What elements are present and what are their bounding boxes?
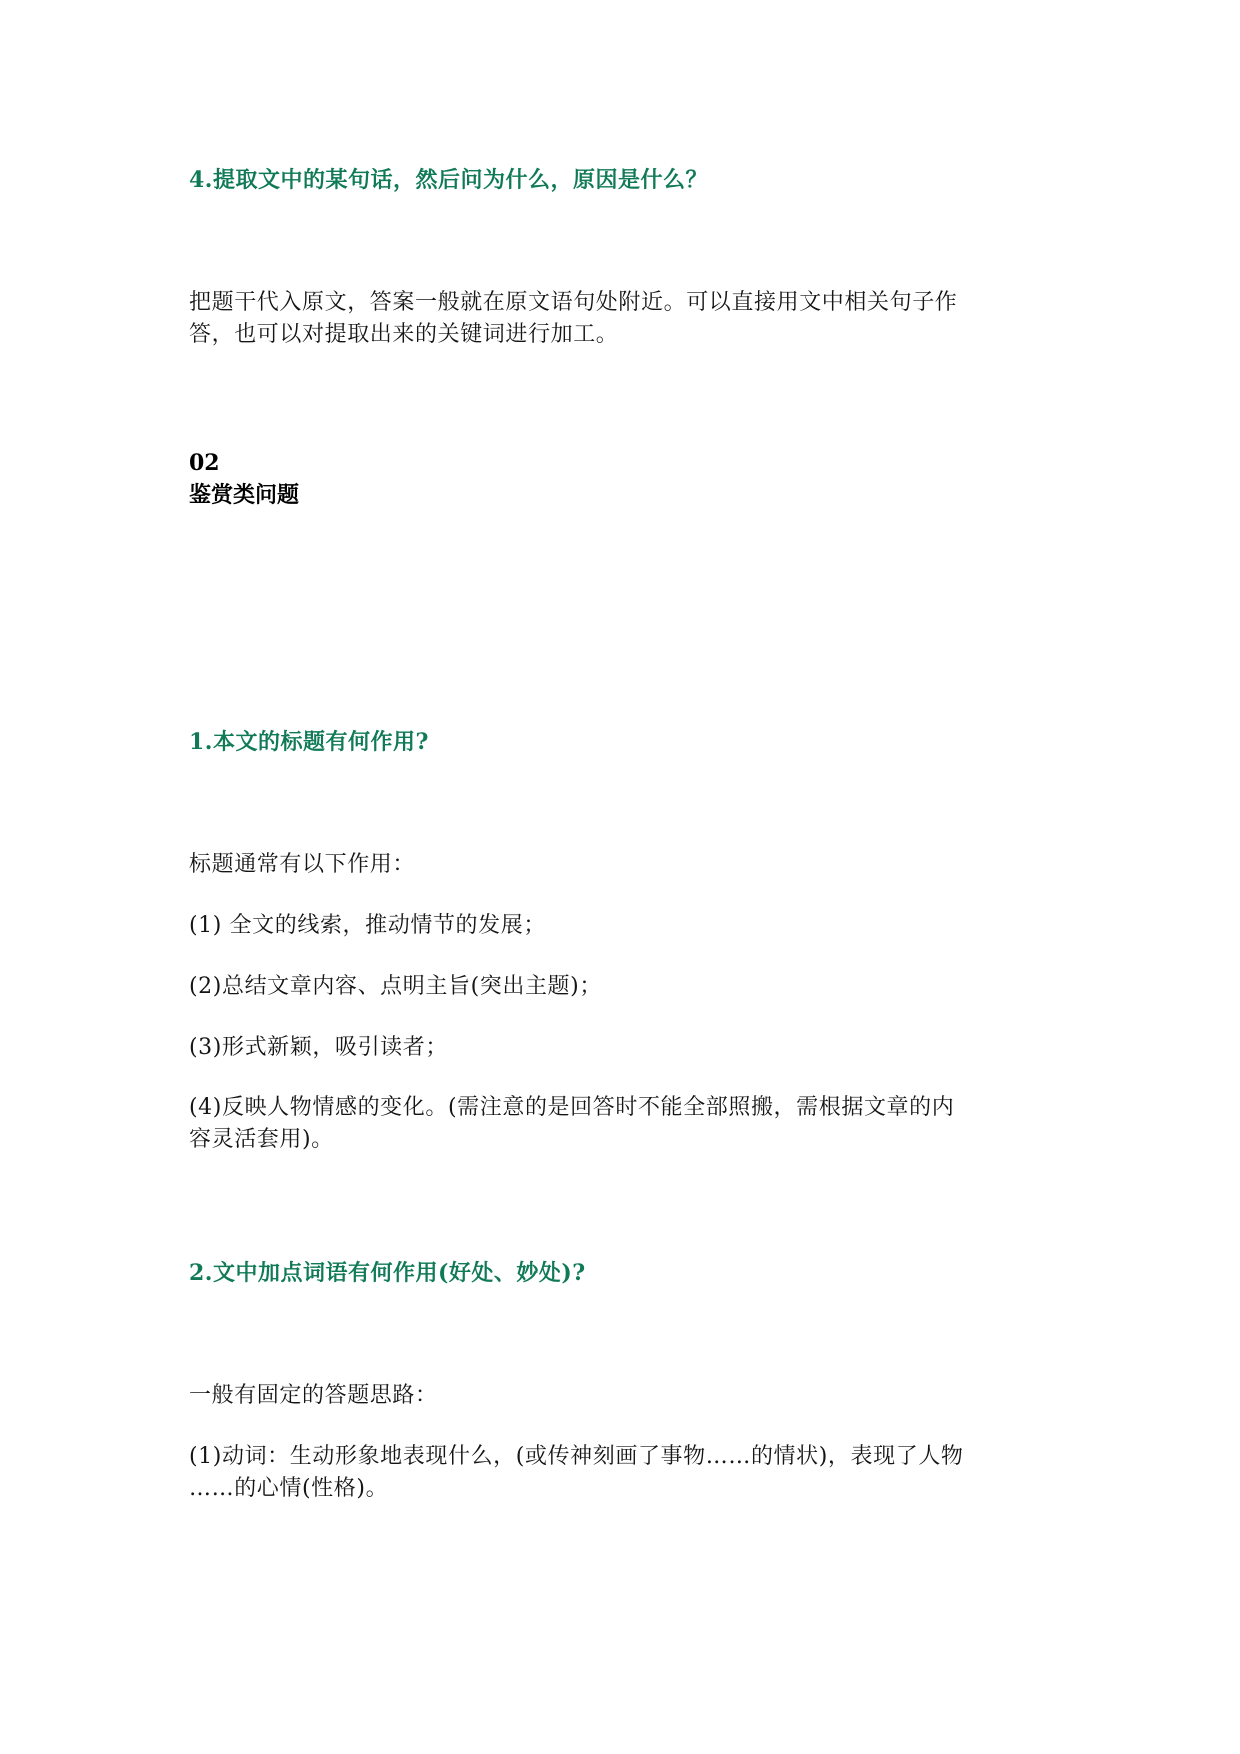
list-item-line: 容灵活套用)。 [189,1127,334,1152]
section-number: 02 [189,450,220,476]
question-1-intro: 标题通常有以下作用： [189,852,416,877]
question-1-heading: 1.本文的标题有何作用? [189,729,429,755]
question-2-heading: 2.文中加点词语有何作用(好处、妙处)? [189,1260,586,1286]
answer-line: 把题干代入原文，答案一般就在原文语句处附近。可以直接用文中相关句子作 [189,290,958,315]
list-item: (1) 全文的线索，推动情节的发展； [189,913,546,938]
answer-line: 答，也可以对提取出来的关键词进行加工。 [189,322,619,347]
list-item [189,1092,1069,1156]
question-2-intro: 一般有固定的答题思路： [189,1383,438,1408]
list-item-line: (1)动词：生动形象地表现什么，(或传神刻画了事物……的情状)，表现了人物 [189,1444,964,1469]
list-item [189,1441,1069,1505]
section-title: 鉴赏类问题 [189,482,300,508]
list-item-line: (4)反映人物情感的变化。(需注意的是回答时不能全部照搬，需根据文章的内 [189,1095,955,1120]
list-item-line: ……的心情(性格)。 [189,1476,389,1501]
section-heading [189,447,1069,511]
list-item: (3)形式新颖，吸引读者； [189,1035,448,1060]
question-4-heading: 4.提取文中的某句话，然后问为什么，原因是什么？ [189,167,708,193]
question-4-answer [189,287,1069,351]
list-item: (2)总结文章内容、点明主旨(突出主题)； [189,974,602,999]
